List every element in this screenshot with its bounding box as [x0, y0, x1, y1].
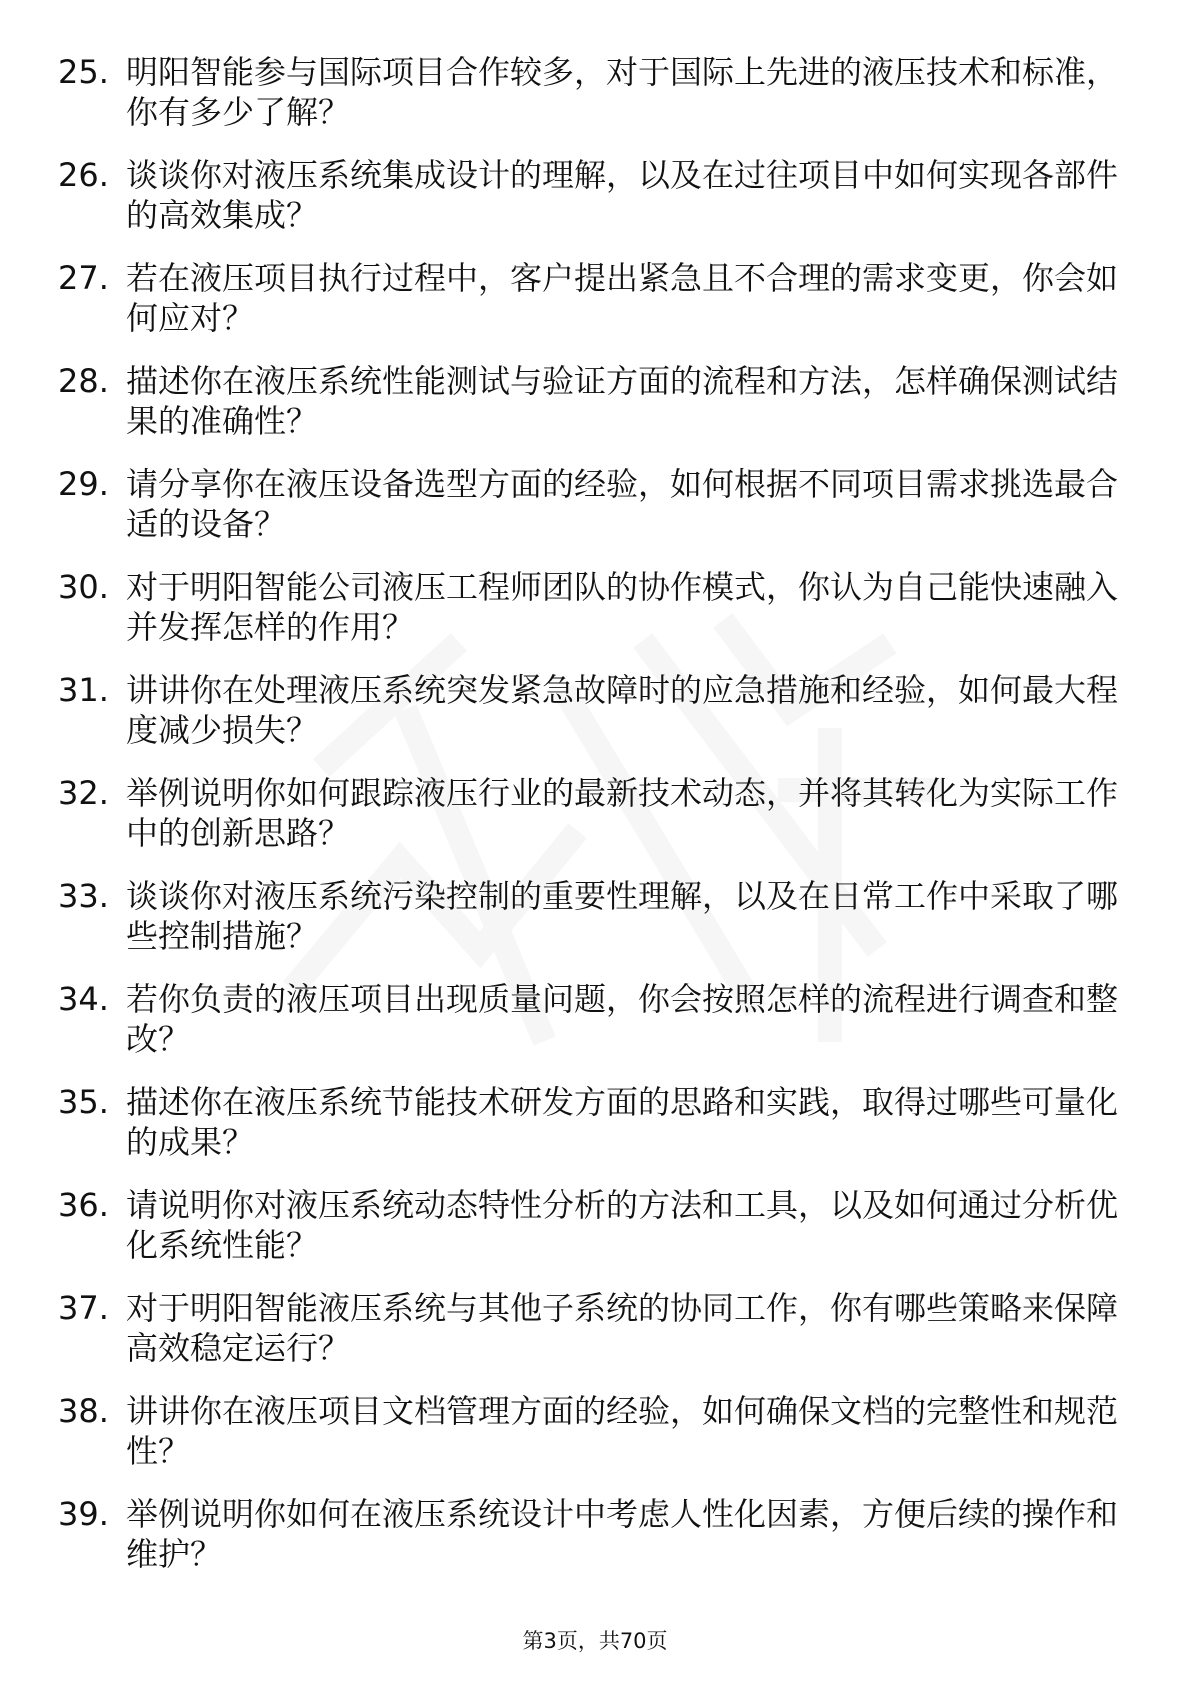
question-text: 谈谈你对液压系统污染控制的重要性理解，以及在日常工作中采取了哪些控制措施？	[126, 877, 1119, 955]
question-item	[58, 773, 1118, 876]
question-text: 请分享你在液压设备选型方面的经验，如何根据不同项目需求挑选最合适的设备？	[126, 465, 1119, 543]
question-number: 39.	[58, 1495, 109, 1533]
question-item	[58, 1082, 1118, 1185]
question-item	[58, 258, 1118, 361]
page-number-footer: 第3页，共70页	[522, 1629, 668, 1653]
question-item	[58, 979, 1118, 1082]
question-number: 25.	[58, 53, 109, 91]
question-number: 31.	[58, 671, 109, 709]
question-number: 36.	[58, 1186, 109, 1224]
question-text: 若在液压项目执行过程中，客户提出紧急且不合理的需求变更，你会如何应对？	[126, 259, 1119, 337]
question-text: 对于明阳智能液压系统与其他子系统的协同工作，你有哪些策略来保障高效稳定运行？	[126, 1289, 1119, 1367]
question-text: 请说明你对液压系统动态特性分析的方法和工具，以及如何通过分析优化系统性能？	[126, 1186, 1119, 1264]
question-number: 37.	[58, 1289, 109, 1327]
question-text: 对于明阳智能公司液压工程师团队的协作模式，你认为自己能快速融入并发挥怎样的作用？	[126, 568, 1119, 646]
question-number: 28.	[58, 362, 109, 400]
question-item	[58, 1288, 1118, 1391]
question-text: 描述你在液压系统节能技术研发方面的思路和实践，取得过哪些可量化的成果？	[126, 1083, 1119, 1161]
question-text: 讲讲你在液压项目文档管理方面的经验，如何确保文档的完整性和规范性？	[126, 1392, 1119, 1470]
question-text: 描述你在液压系统性能测试与验证方面的流程和方法，怎样确保测试结果的准确性？	[126, 362, 1119, 440]
question-number: 29.	[58, 465, 109, 503]
question-list	[58, 52, 1118, 1597]
question-item	[58, 52, 1118, 155]
question-number: 30.	[58, 568, 109, 606]
question-number: 27.	[58, 259, 109, 297]
question-item	[58, 876, 1118, 979]
question-item	[58, 1185, 1118, 1288]
question-text: 举例说明你如何在液压系统设计中考虑人性化因素，方便后续的操作和维护？	[126, 1495, 1119, 1573]
question-item	[58, 1494, 1118, 1597]
question-item	[58, 670, 1118, 773]
question-item	[58, 155, 1118, 258]
question-text: 举例说明你如何跟踪液压行业的最新技术动态，并将其转化为实际工作中的创新思路？	[126, 774, 1119, 852]
question-number: 34.	[58, 980, 109, 1018]
question-text: 明阳智能参与国际项目合作较多，对于国际上先进的液压技术和标准，你有多少了解？	[126, 53, 1119, 131]
question-text: 若你负责的液压项目出现质量问题，你会按照怎样的流程进行调查和整改？	[126, 980, 1119, 1058]
question-item	[58, 464, 1118, 567]
question-number: 32.	[58, 774, 109, 812]
question-number: 35.	[58, 1083, 109, 1121]
question-item	[58, 1391, 1118, 1494]
question-item	[58, 361, 1118, 464]
question-text: 讲讲你在处理液压系统突发紧急故障时的应急措施和经验，如何最大程度减少损失？	[126, 671, 1119, 749]
question-number: 38.	[58, 1392, 109, 1430]
question-number: 33.	[58, 877, 109, 915]
question-item	[58, 567, 1118, 670]
question-number: 26.	[58, 156, 109, 194]
question-text: 谈谈你对液压系统集成设计的理解，以及在过往项目中如何实现各部件的高效集成？	[126, 156, 1119, 234]
